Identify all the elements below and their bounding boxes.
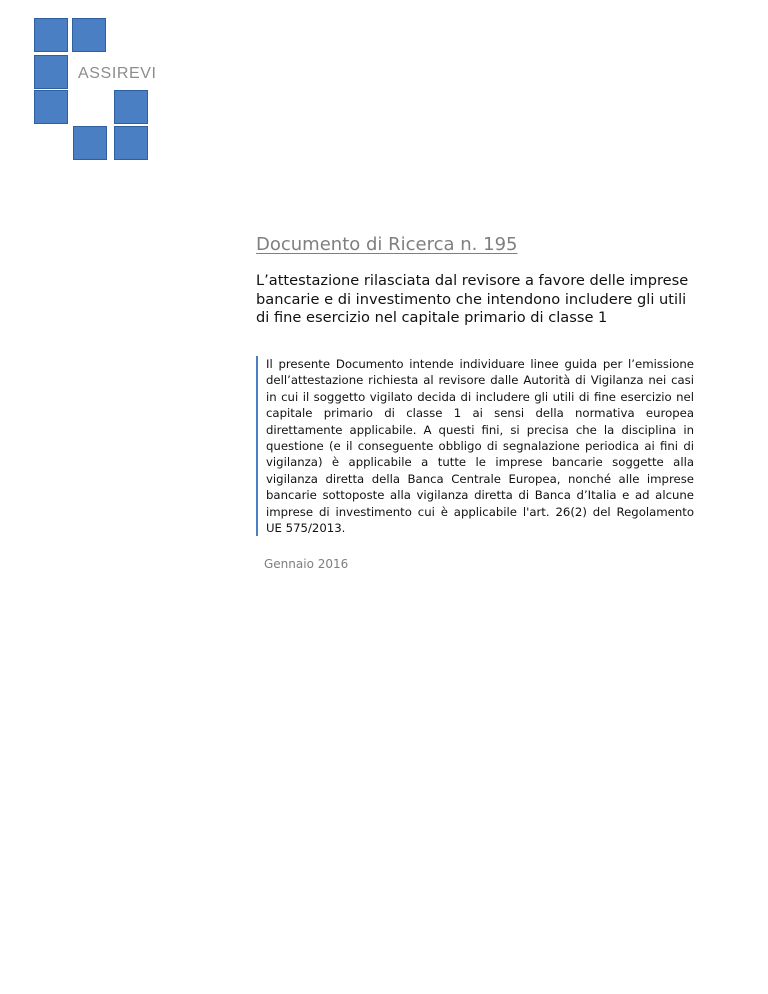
abstract-block [256,356,694,536]
document-subtitle: L’attestazione rilasciata dal revisore a favore delle imprese bancarie e di investimento che intendono includere gli utili di fine esercizio nel capitale primario di classe 1 [256,272,689,326]
assirevi-logo [0,0,220,170]
logo-square [72,18,106,52]
logo-square [114,126,148,160]
logo-square [34,90,68,124]
logo-square [114,90,148,124]
logo-square [73,126,107,160]
abstract-text: Il presente Documento intende individuare linee guida per l’emissione dell’attestazione richiesta al revisore dalle Autorità di Vigilanza nei casi in cui il soggetto vigilato decida di includere gli utili di fine esercizio nel capitale primario di classe 1 ai sensi della normativa europea direttamente applicabile. A questi fini, si precisa che la disciplina in questione (e il conseguente obbligo di segnalazione periodica ai fini di vigilanza) è applicabile a tutte le imprese bancarie soggette alla vigilanza diretta della Banca Centrale Europea, nonché alle imprese bancarie sottoposte alla vigilanza diretta di Banca d’Italia e ad alcune imprese di investimento cui è applicabile l'art. 26(2) del Regolamento UE 575/2013. [266,357,694,536]
brand-name: ASSIREVI [78,65,157,82]
publication-date: Gennaio 2016 [264,557,349,571]
document-title: Documento di Ricerca n. 195 [256,234,518,255]
logo-square [34,55,68,89]
logo-square [34,18,68,52]
